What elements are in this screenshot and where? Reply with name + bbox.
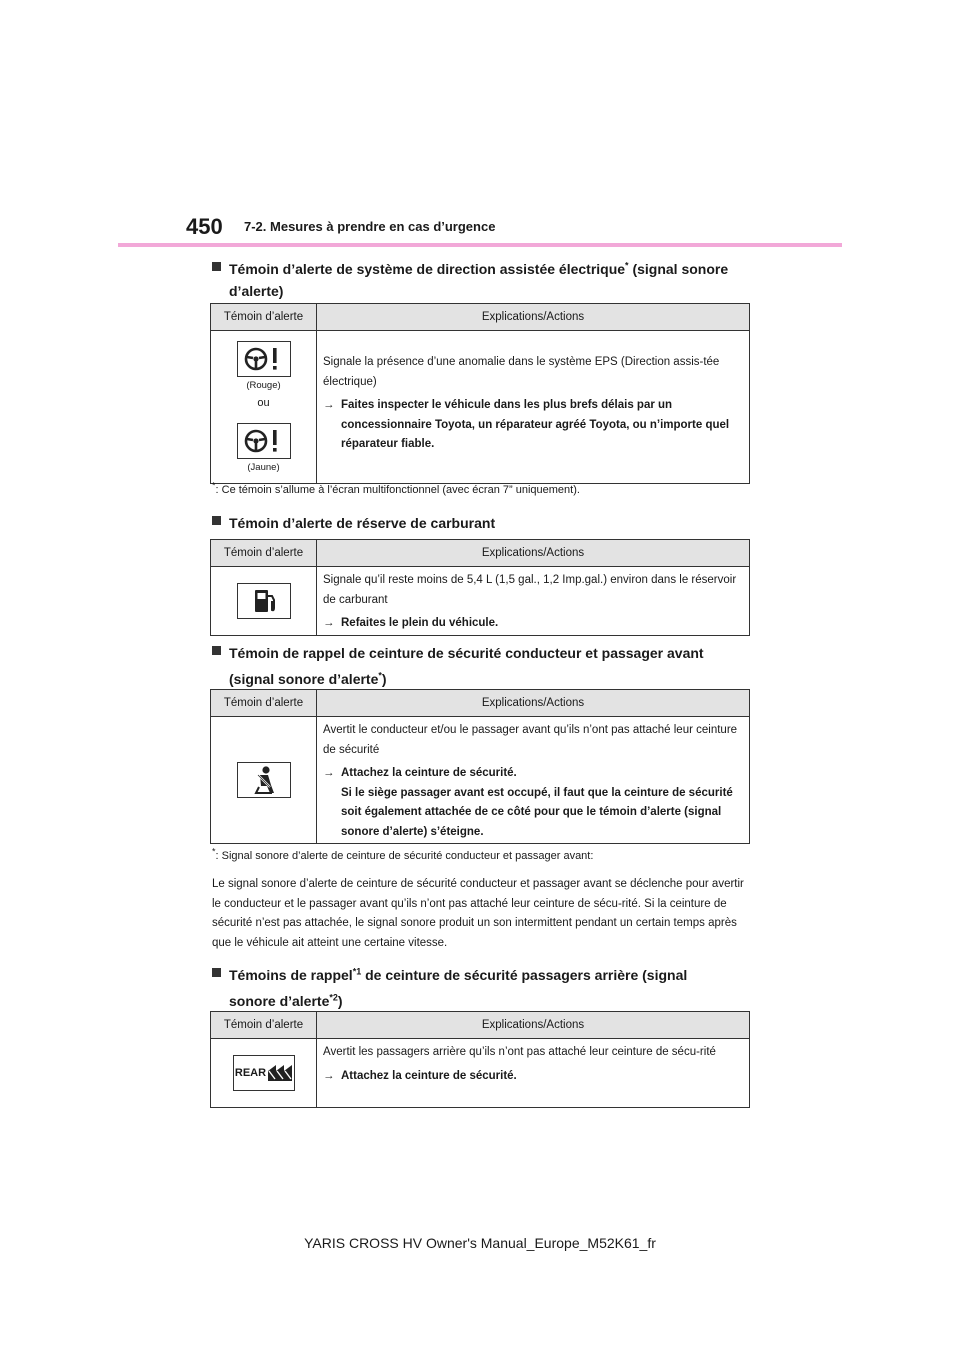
- table-header: Témoin d’alerte Explications/Actions: [211, 690, 749, 717]
- table-row: [211, 331, 749, 483]
- table-row: [211, 717, 749, 843]
- page-footer: YARIS CROSS HV Owner's Manual_Europe_M52K61_fr: [304, 1235, 656, 1251]
- page-number: 450: [186, 214, 223, 239]
- action-text: → Attachez la ceinture de sécurité. Si le siège passager avant est occupé, il faut que la ceinture de sécurité soit également attachée de ce côté pour que le témoin d’alerte (signal sonore d’alerte) s’éteigne.: [323, 764, 743, 842]
- warning-light-cell: [211, 567, 317, 635]
- action-text: → Refaites le plein du véhicule.: [323, 614, 743, 634]
- table-row: [211, 567, 749, 635]
- action-text: → Attachez la ceinture de sécurité.: [323, 1067, 743, 1087]
- warning-light-cell: [211, 1039, 317, 1107]
- warning-light-cell: [211, 717, 317, 843]
- paragraph-seatbelt-buzzer: Le signal sonore d’alerte de ceinture de sécurité conducteur et passager avant se déclenche pour avertir le conducteur et le passager avant qu’ils n’ont pas attaché leur ceinture de sécu-rité. Si la ceinture de sécurité n’est pas attachée, le signal sonore produit un son intermittent pendant un certain temps après que le véhicule ait atteint une certaine vitesse.: [212, 878, 744, 949]
- arrow-icon: →: [323, 1069, 335, 1082]
- section-title-rear-seatbelt: Témoins de rappel$^{*1}$ de ceinture de sécurité passagers arrière (signal sonore d’alerte$^{*2}$): [212, 962, 752, 1014]
- footnote-front-seatbelt: *: Signal sonore d’alerte de ceinture de sécurité conducteur et passager avant:: [212, 846, 594, 862]
- chapter-title: 7-2. Mesures à prendre en cas d’urgence: [244, 219, 496, 234]
- steering-warning-red-icon: [237, 341, 291, 377]
- arrow-icon: →: [323, 617, 335, 629]
- arrow-icon: →: [323, 399, 335, 411]
- section-title-fuel: Témoin d’alerte de réserve de carburant: [212, 512, 752, 534]
- rear-seatbelt-table: [210, 1011, 750, 1108]
- explanation-cell: Avertit les passagers arrière qu’ils n’ont pas attaché leur ceinture de sécu-rité → Attachez la ceinture de sécurité.: [317, 1039, 749, 1107]
- eps-table: [210, 303, 750, 484]
- footnote-eps: *: Ce témoin s’allume à l’écran multifonctionnel (avec écran 7” uniquement).: [212, 480, 580, 496]
- table-header: Témoin d’alerte Explications/Actions: [211, 1012, 749, 1039]
- table-row: [211, 1039, 749, 1107]
- fuel-table: [210, 539, 750, 636]
- square-bullet-icon: [212, 516, 221, 525]
- front-seatbelt-table: [210, 689, 750, 844]
- arrow-icon: →: [323, 767, 335, 779]
- header-rule: [118, 243, 842, 247]
- square-bullet-icon: [212, 968, 221, 977]
- steering-warning-yellow-icon: [237, 423, 291, 459]
- fuel-pump-icon: [237, 583, 291, 619]
- rear-seatbelt-icon: REAR: [233, 1055, 295, 1091]
- section-title-eps: Témoin d’alerte de système de direction assistée électrique* (signal sonore d’alerte): [212, 258, 752, 302]
- explanation-cell: Signale qu’il reste moins de 5,4 L (1,5 gal., 1,2 Imp.gal.) environ dans le réservoir de carburant → Refaites le plein du véhicule.: [317, 567, 749, 635]
- warning-light-cell: (Rouge) ou (Jaune): [211, 331, 317, 483]
- explanation-cell: Avertit le conducteur et/ou le passager avant qu’ils n’ont pas attaché leur ceinture de sécurité → Attachez la ceinture de sécurité. Si le siège passager avant est occupé, il faut que la ceinture de sécurité soit également attachée de ce côté pour que le témoin d’alerte (signal sonore d’alerte) s’éteigne.: [317, 717, 749, 843]
- seatbelt-icon: [237, 762, 291, 798]
- table-header: Témoin d’alerte Explications/Actions: [211, 540, 749, 567]
- action-text: → Faites inspecter le véhicule dans les plus brefs délais par un concessionnaire Toyota, un réparateur agréé Toyota, ou n’importe quel réparateur fiable.: [323, 396, 743, 455]
- explanation-cell: Signale la présence d’une anomalie dans le système EPS (Direction assis-tée électrique) → Faites inspecter le véhicule dans les plus brefs délais par un concessionnaire Toyota, un réparateur agréé Toyota, ou n’importe quel réparateur fiable.: [317, 331, 749, 483]
- square-bullet-icon: [212, 646, 221, 655]
- section-title-front-seatbelt: Témoin de rappel de ceinture de sécurité conducteur et passager avant (signal sonore d’alerte*): [212, 640, 752, 692]
- table-header: Témoin d’alerte Explications/Actions: [211, 304, 749, 331]
- square-bullet-icon: [212, 262, 221, 271]
